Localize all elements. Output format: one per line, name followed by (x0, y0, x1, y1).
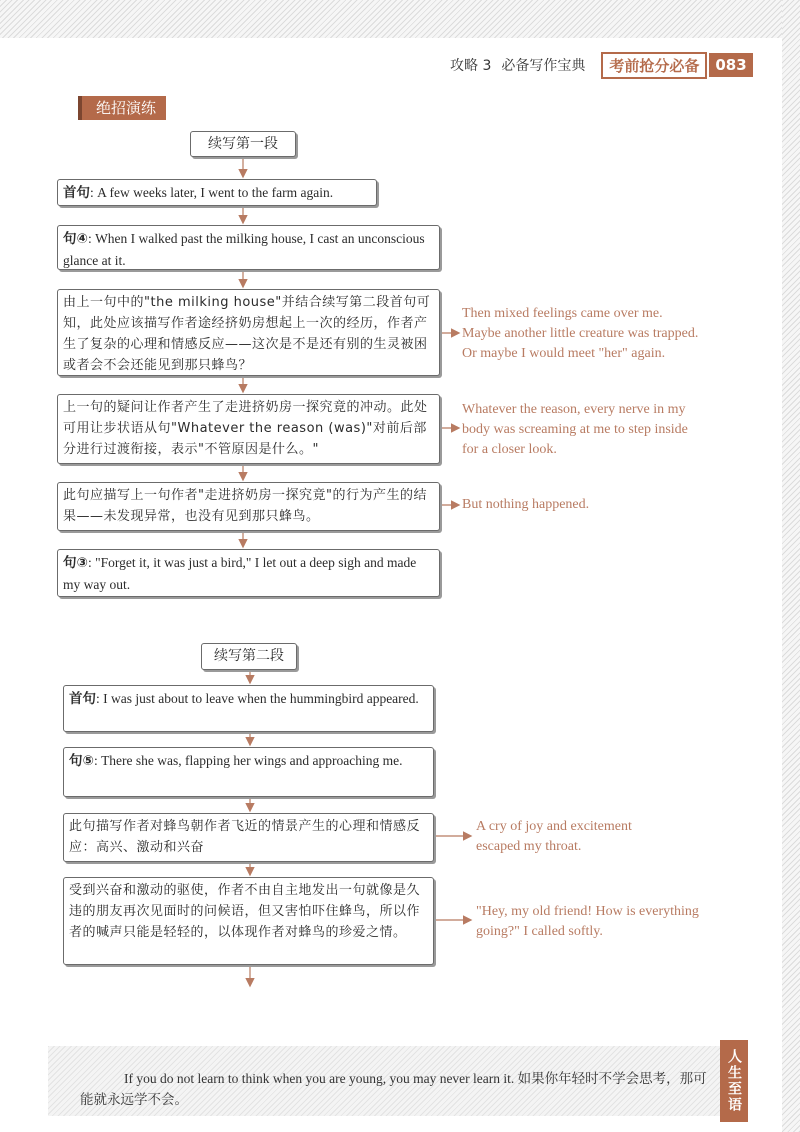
part1-title: 续写第一段 (190, 131, 296, 157)
first-sentence-text: : A few weeks later, I went to the farm again. (90, 185, 334, 200)
note-line: A cry of joy and excitement (476, 819, 632, 834)
sentence5-label: 句⑤ (69, 753, 94, 769)
note-line: Then mixed feelings came over me. (462, 306, 663, 321)
chapter-label: 攻略 3 (450, 58, 492, 74)
part2-note-1 (476, 817, 632, 857)
part2-note-2 (476, 902, 699, 942)
side-tab: 人生至语 (720, 1040, 748, 1122)
note-line: "Hey, my old friend! How is everything (476, 904, 699, 919)
part1-analysis-box-1: 由上一句中的"the milking house"并结合续写第二段首句可知，此处应该描写作者途经挤奶房想起上一次的经历，作者产生了复杂的心理和情感反应——这次是不是还有别的生灵被困或者会不会还能见到那只蜂鸟？ (57, 289, 440, 376)
header-badge: 考前抢分必备 (601, 52, 707, 79)
part2-sentence5-box (63, 747, 434, 797)
note-line: going?" I called softly. (476, 924, 603, 939)
sentence4-label: 句④ (63, 231, 88, 247)
note-line: Whatever the reason, every nerve in my (462, 402, 686, 417)
footer-quote: If you do not learn to think when you are young, you may never learn it. 如果你年轻时不学会思考，那可能就永远学不会。 (80, 1071, 707, 1107)
note-line: Maybe another little creature was trapped. (462, 326, 699, 341)
part2-title: 续写第二段 (201, 643, 297, 670)
part1-note-1 (462, 304, 698, 364)
note-line: for a closer look. (462, 442, 557, 457)
first-sentence-label: 首句 (63, 185, 90, 201)
part1-sentence4-box (57, 225, 440, 270)
sentence3-text: : "Forget it, it was just a bird," I let out a deep sigh and made my way out. (63, 555, 417, 592)
part2-analysis-box-2: 受到兴奋和激动的驱使，作者不由自主地发出一句就像是久违的朋友再次见面时的问候语，但又害怕吓住蜂鸟，所以作者的喊声只能是轻轻的，以体现作者对蜂鸟的珍爱之情。 (63, 877, 434, 965)
part1-analysis-box-2: 上一句的疑问让作者产生了走进挤奶房一探究竟的冲动。此处可用让步状语从句"Whatever the reason (was)"对前后部分进行过渡衔接，表示"不管原因是什么。" (57, 394, 440, 464)
section-tag: 绝招演练 (78, 96, 166, 120)
sentence5-text: : There she was, flapping her wings and approaching me. (93, 753, 403, 768)
note-line: Or maybe I would meet "her" again. (462, 346, 666, 361)
part1-first-sentence-box (57, 179, 377, 206)
part2-first-sentence-box (63, 685, 434, 732)
note-line: body was screaming at me to step inside (462, 422, 688, 437)
sentence3-label: 句③ (63, 555, 88, 571)
part1-sentence3-box (57, 549, 440, 597)
part1-note-3 (462, 495, 589, 515)
page-number: 083 (709, 53, 752, 77)
note-line: But nothing happened. (462, 497, 590, 512)
first-sentence-text: : I was just about to leave when the hummingbird appeared. (96, 691, 419, 706)
part2-analysis-box-1: 此句描写作者对蜂鸟朝作者飞近的情景产生的心理和情感反应：高兴、激动和兴奋 (63, 813, 434, 862)
first-sentence-label: 首句 (69, 691, 96, 707)
sentence4-text: : When I walked past the milking house, I cast an unconscious glance at it. (63, 231, 425, 268)
chapter-title: 必备写作宝典 (501, 58, 586, 74)
part1-note-2 (462, 400, 688, 460)
part1-analysis-box-3: 此句应描写上一句作者"走进挤奶房一探究竟"的行为产生的结果——未发现异常，也没有见到那只蜂鸟。 (57, 482, 440, 531)
note-line: escaped my throat. (476, 839, 582, 854)
